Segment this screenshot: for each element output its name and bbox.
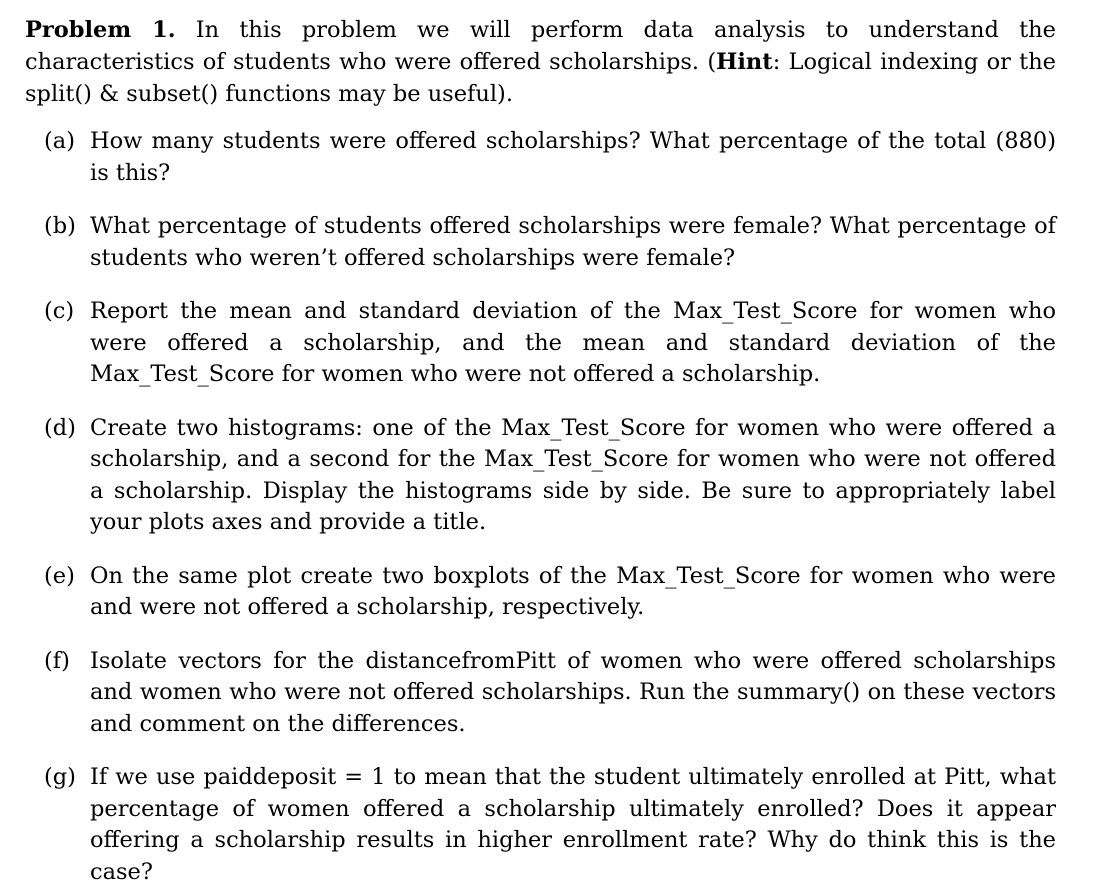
subquestion-label: (b): [44, 213, 76, 239]
problem-statement: [25, 14, 1056, 110]
problem-intro: In this problem we will perform data analysis to understand the characteristics of students who were offered scholarships. (: [25, 17, 1056, 75]
subquestion-label: (f): [44, 647, 70, 674]
subquestion-d: [25, 413, 1056, 539]
subquestion-text: If we use paiddeposit = 1 to mean that the student ultimately enrolled at Pitt, what percentage of women offered a scholarship ultimately enrolled? Does it appear offering a scholarship results in higher enrollment rate? Why do think this is the case?: [90, 764, 1056, 885]
subquestion-text: What percentage of students offered scholarships were female? What percentage of students who weren’t offered scholarships were female?: [90, 213, 1056, 271]
subquestion-a: [25, 126, 1056, 189]
subquestion-label: (c): [44, 298, 75, 324]
subquestion-c: [25, 296, 1056, 391]
subquestion-f: [25, 646, 1056, 741]
subquestion-text: How many students were offered scholarships? What percentage of the total (880) is this?: [90, 128, 1056, 186]
subquestion-label: (a): [44, 128, 75, 154]
subquestion-text: Isolate vectors for the distancefromPitt of women who were offered scholarships and women who were not offered scholarships. Run the summary() on these vectors and comment on the differences.: [90, 647, 1056, 737]
subquestion-list: [25, 126, 1056, 888]
subquestion-e: [25, 561, 1056, 624]
hint-label: Hint: [716, 49, 773, 75]
subquestion-label: (d): [44, 414, 76, 441]
subquestion-text: On the same plot create two boxplots of the Max_Test_Score for women who were and were not offered a scholarship, respectively.: [90, 562, 1056, 620]
problem-number: Problem 1.: [25, 17, 176, 43]
problem-hint-text: : Logical indexing or the split() & subset() functions may be useful).: [25, 49, 1056, 107]
subquestion-text: Create two histograms: one of the Max_Test_Score for women who were offered a scholarship, and a second for the Max_Test_Score for women who were not offered a scholarship. Display the histograms side by side. Be sure to appropriately label your plots axes and provide a title.: [90, 414, 1056, 535]
subquestion-text: Report the mean and standard deviation of the Max_Test_Score for women who were offered a scholarship, and the mean and standard deviation of the Max_Test_Score for women who were not offered a scholarship.: [90, 298, 1056, 387]
subquestion-label: (g): [44, 764, 76, 790]
subquestion-g: [25, 762, 1056, 888]
subquestion-b: [25, 211, 1056, 274]
subquestion-label: (e): [44, 562, 75, 589]
